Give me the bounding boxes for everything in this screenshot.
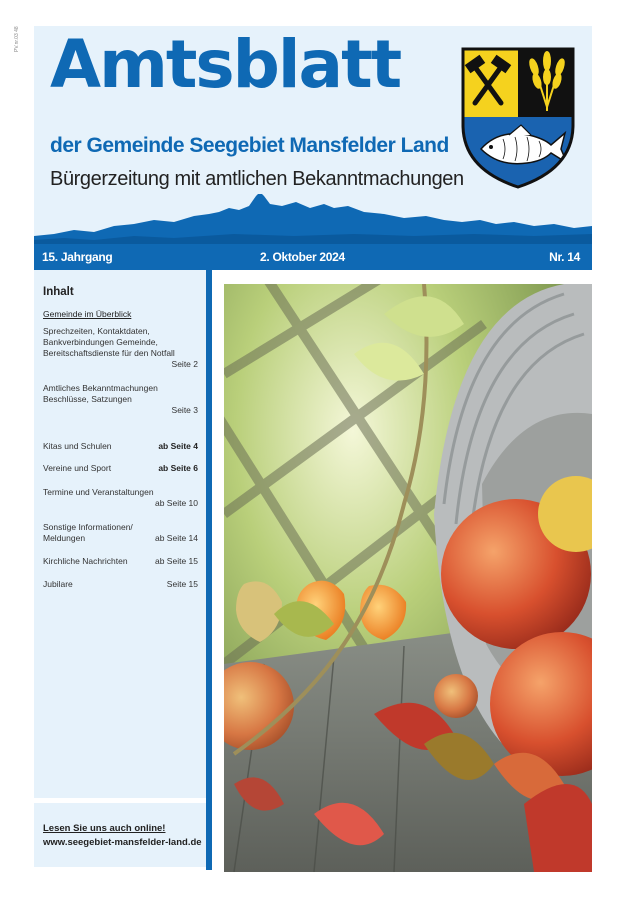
toc-entry-page: Seite 3 [171,405,198,415]
table-of-contents [34,270,206,798]
toc-title: Inhalt [43,286,74,298]
toc-entry-label: Sonstige Informationen/ Meldungen [43,522,133,543]
toc-entry-page: ab Seite 6 [158,463,198,473]
issue-year: 15. Jahrgang [42,250,113,264]
toc-entry-label: Vereine und Sport [43,463,112,473]
coat-of-arms-icon [459,45,577,191]
masthead-tagline: Bürgerzeitung mit amtlichen Bekanntmachungen [50,168,464,190]
online-footer [34,803,206,867]
website-link[interactable]: www.seegebiet-mansfelder-land.de [43,837,202,848]
toc-entry-page: Seite 15 [166,579,198,589]
issue-date: 2. Oktober 2024 [260,250,345,264]
toc-entry-label: Kitas und Schulen [43,441,112,451]
cover-photo-autumn-apples [224,284,592,872]
toc-entry[interactable] [43,383,198,416]
toc-entry-page: Seite 2 [171,359,198,369]
toc-entry[interactable] [43,441,198,452]
toc-section-heading[interactable]: Gemeinde im Überblick [43,309,132,319]
toc-entry[interactable] [43,556,198,567]
toc-entry-label: Kirchliche Nachrichten [43,556,128,566]
toc-entry-page: ab Seite 4 [158,441,198,451]
toc-entry-label: Sprechzeiten, Kontaktdaten, Bankverbindungen Gemeinde, Bereitschaftsdienste für den Notfall [43,326,175,358]
toc-entry[interactable] [43,463,198,474]
toc-entry-page: ab Seite 10 [154,498,198,508]
toc-entry[interactable] [43,487,198,509]
issue-info-bar [34,244,592,270]
masthead-title: Amtsblatt [50,26,401,103]
toc-entry-label: Amtliches Bekanntmachungen Beschlüsse, Satzungen [43,383,158,404]
town-skyline [34,194,592,244]
toc-divider [206,270,212,870]
online-label: Lesen Sie uns auch online! [43,823,166,834]
toc-entry[interactable] [43,579,198,590]
masthead-subtitle: der Gemeinde Seegebiet Mansfelder Land [50,134,449,157]
toc-entry-page: ab Seite 15 [154,556,198,566]
toc-entry[interactable] [43,522,198,544]
toc-entry-label: Jubilare [43,579,73,589]
toc-entry-label: Termine und Veranstaltungen [43,487,154,497]
masthead [34,26,592,244]
toc-entry[interactable] [43,326,198,370]
issue-number: Nr. 14 [549,250,580,264]
side-code: PV.nr.03 48 [14,26,20,52]
toc-entry-page: ab Seite 14 [154,533,198,543]
